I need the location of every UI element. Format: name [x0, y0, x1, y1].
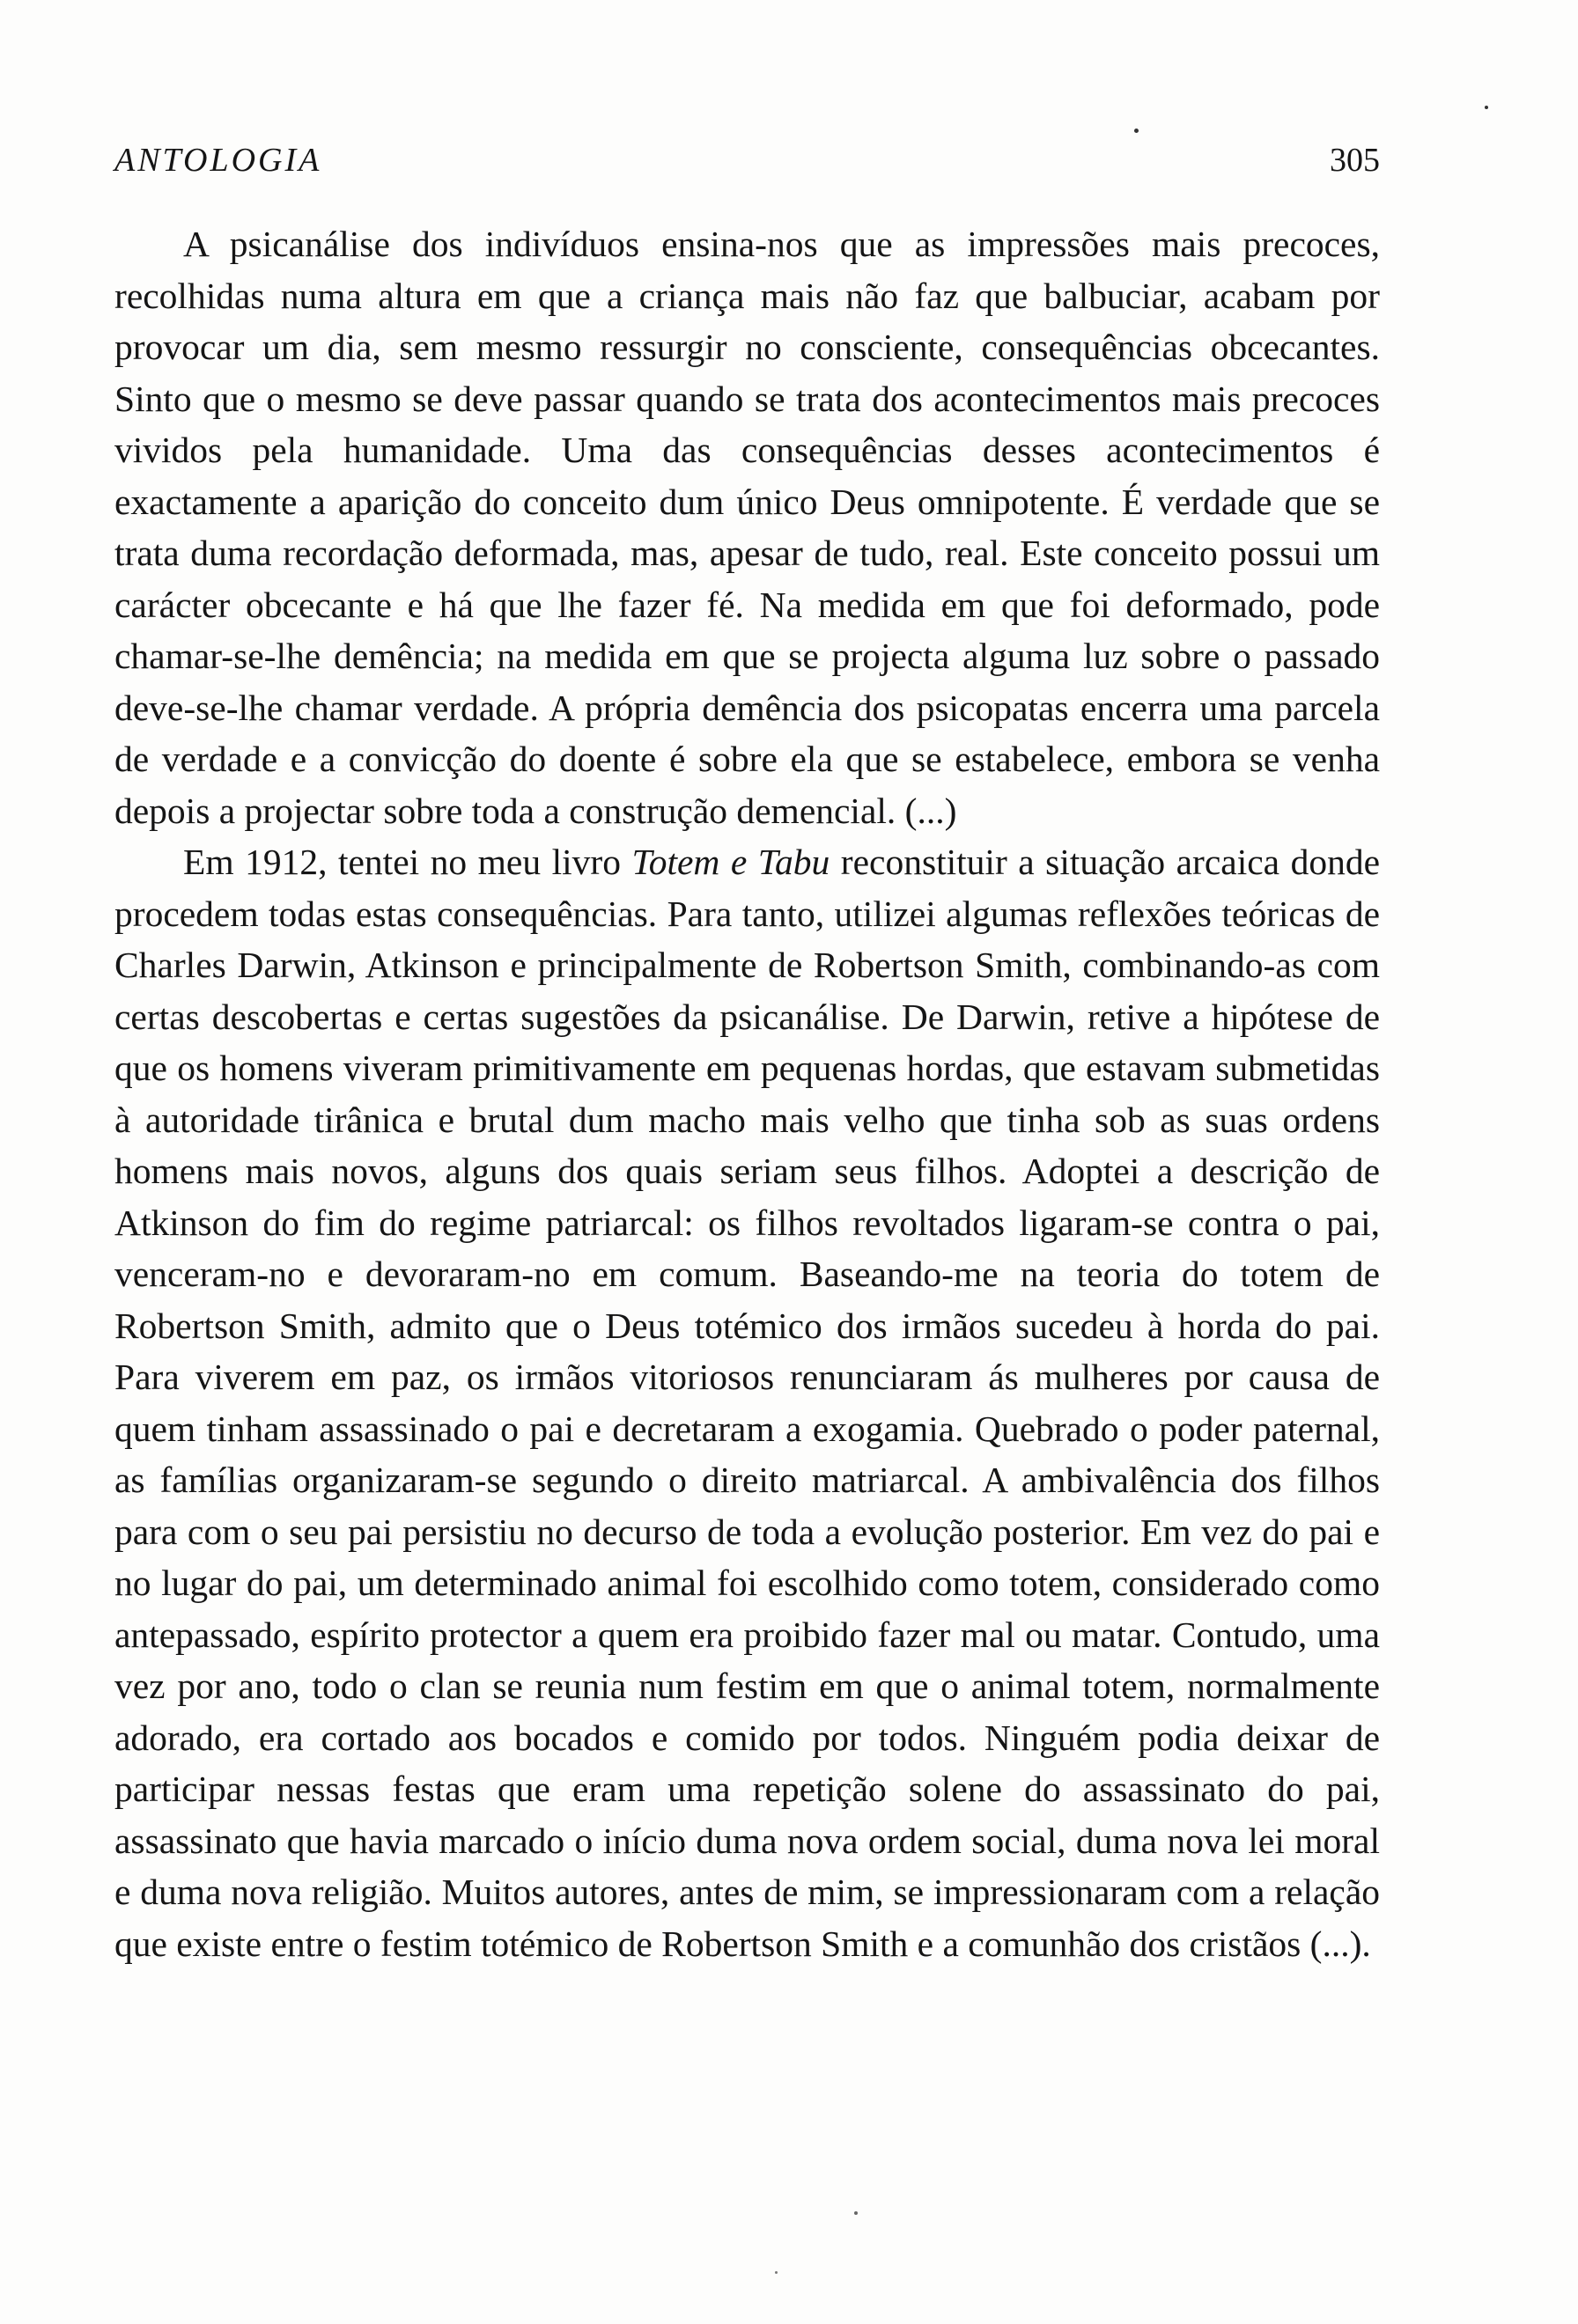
paragraph-1-text: A psicanálise dos indivíduos ensina-nos que as impressões mais precoces, recolhidas numa altura em que a criança mais não faz que balbuciar, acabam por provocar um dia, sem mesmo ressurgir no consciente, consequências obcecantes. Sinto que o mesmo se deve passar quando se trata dos acontecimentos mais precoces vividos pela humanidade. Uma das consequências desses acontecimentos é exactamente a aparição do conceito dum único Deus omnipotente. É verdade que se trata duma recordação deformada, mas, apesar de tudo, real. Este conceito possui um carácter obcecante e há que lhe fazer fé. Na medida em que foi deformado, pode chamar-se-lhe demência; na medida em que se projecta alguma luz sobre o passado deve-se-lhe chamar verdade. A própria demência dos psicopatas encerra uma parcela de verdade e a convicção do doente é sobre ela que se estabelece, embora se venha depois a projectar sobre toda a construção demencial. — [114, 224, 1380, 831]
paragraph-1 — [114, 218, 1380, 836]
scan-speck — [854, 2211, 858, 2215]
scan-speck — [1134, 129, 1139, 133]
scan-speck — [1485, 106, 1488, 109]
page-body — [114, 218, 1380, 1969]
running-head: ANTOLOGIA — [114, 142, 322, 179]
paragraph-2-lead: Em 1912, tentei no meu livro — [183, 842, 632, 882]
paragraph-1-ellipsis: (...) — [904, 790, 957, 831]
book-title: Totem e Tabu — [631, 842, 830, 882]
paragraph-2-text: reconstituir a situação arcaica donde procedem todas estas consequências. Para tanto, utilizei algumas reflexões teóricas de Charles Darwin, Atkinson e principalmente de Robertson Smith, combinando-as com certas descobertas e certas sugestões da psicanálise. De Darwin, retive a hipótese de que os homens viveram primitivamente em pequenas hordas, que estavam submetidas à autoridade tirânica e brutal dum macho mais velho que tinha sob as suas ordens homens mais novos, alguns dos quais seriam seus filhos. Adoptei a descrição de Atkinson do fim do regime patriarcal: os filhos revoltados ligaram-se contra o pai, venceram-no e devoraram-no em comum. Baseando-me na teoria do totem de Robertson Smith, admito que o Deus totémico dos irmãos sucedeu à horda do pai. Para viverem em paz, os irmãos vitoriosos renunciaram ás mulheres por causa de quem tinham assassinado o pai e decretaram a exogamia. Quebrado o poder paternal, as famílias organizaram-se segundo o direito matriarcal. A ambivalência dos filhos para com o seu pai persistiu no decurso de toda a evolução posterior. Em vez do pai e no lugar do pai, um determinado animal foi escolhido como totem, considerado como antepassado, espírito protector a quem era proibido fazer mal ou matar. Contudo, uma vez por ano, todo o clan se reunia num festim em que o animal totem, normalmente adorado, era cortado aos bocados e comido por todos. Ninguém podia deixar de participar nessas festas que eram uma repetição solene do assassinato do pai, assassinato que havia marcado o início duma nova ordem social, duma nova lei moral e duma nova religião. Muitos autores, antes de mim, se impressionaram com a relação que existe entre o festim totémico de Robertson Smith e a comunhão dos cristãos — [114, 842, 1380, 1964]
paragraph-2-ellipsis: (...). — [1309, 1923, 1371, 1964]
scan-speck — [775, 2271, 778, 2274]
page-header — [114, 141, 1380, 194]
paragraph-2 — [114, 836, 1380, 1969]
page-number: 305 — [1330, 142, 1380, 179]
